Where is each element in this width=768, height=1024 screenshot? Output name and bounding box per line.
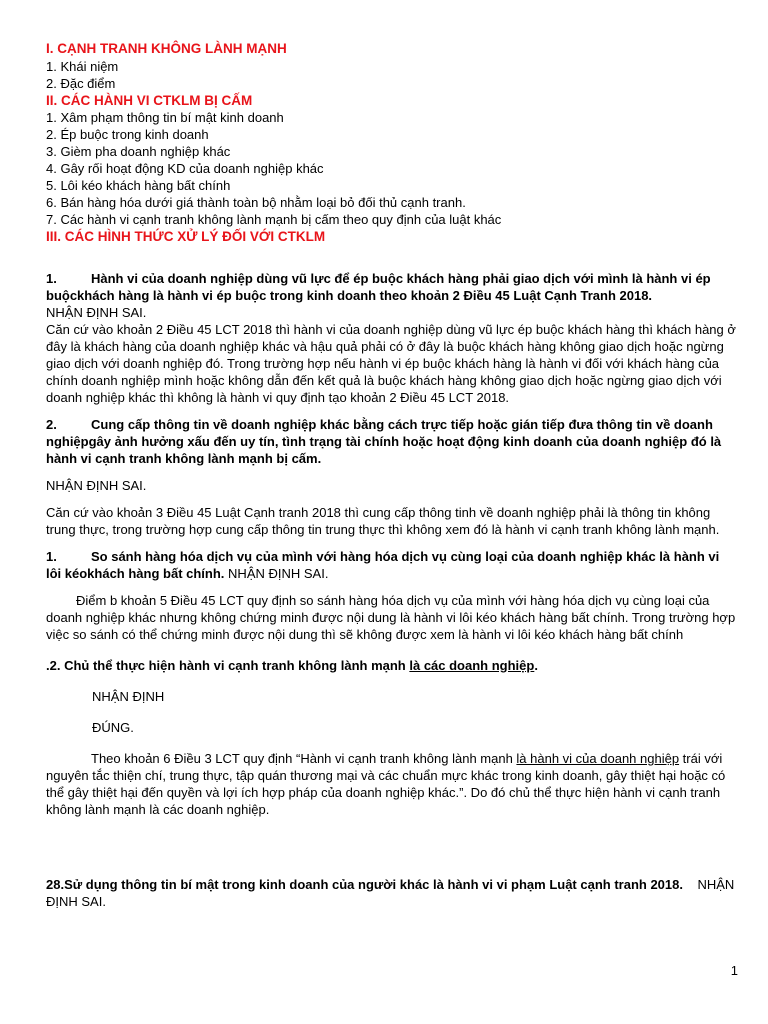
answer-text-underlined: là hành vi của doanh nghiệp: [516, 750, 680, 766]
answer-text: Căn cứ vào khoản 2 Điều 45 LCT 2018 thì hành vi của doanh nghiệp dùng vũ lực ép buộc khách hàng thì khách hàng ở đây là khách hàng của doanh nghiệp khác và hậu quả phải có ở đây là buộc khách hàng không giao dịch hoặc ngừng giao dịch với doanh nghiệp đó. Trong trường hợp nếu hành vi ép buộc khách hàng là hành vi đối với khách hàng của chính doanh nghiệp mình hoặc không dẫn đến kết quả là buộc khách hàng không giao dịch hoặc ngừng giao dịch với doanh nghiệp khác thì không là hành vi quy định tạo khoản 2 Điều 45 LCT 2018.: [46, 321, 736, 405]
verdict: NHẬN ĐỊNH SAI.: [46, 304, 147, 320]
page-number: 1: [730, 963, 738, 978]
question-number: 1.: [46, 270, 57, 286]
question-28: [46, 876, 736, 910]
outline-item: 6. Bán hàng hóa dưới giá thành toàn bộ nhằm loại bỏ đối thủ cạnh tranh.: [46, 195, 466, 210]
heading-section-1: I. CẠNH TRANH KHÔNG LÀNH MẠNH: [46, 41, 287, 56]
outline-item: 7. Các hành vi cạnh tranh không lành mạnh bị cấm theo quy định của luật khác: [46, 212, 502, 227]
verdict: NHẬN ĐỊNH SAI.: [46, 876, 735, 909]
question-2: [46, 416, 736, 467]
question-text: Cung cấp thông tin về doanh nghiệp khác bằng cách trực tiếp hoặc gián tiếp đưa thông tin về doanh nghiệpgây ảnh hưởng xấu đến uy tín, tình trạng tài chính hoặc hoạt động kinh doanh của doanh nghiệp đó là hành vi cạnh tranh không lành mạnh bị cấm.: [46, 416, 722, 466]
question-text: Hành vi của doanh nghiệp dùng vũ lực để ép buộc khách hàng phải giao dịch với mình là hành vi ép buộckhách hàng là hành vi ép buộc trong kinh doanh theo khoản 2 Điều 45 Luật Cạnh Tranh 2018.: [46, 270, 711, 303]
question-1: [46, 270, 736, 304]
verdict: NHẬN ĐỊNH SAI.: [46, 477, 147, 493]
outline-item: 5. Lôi kéo khách hàng bất chính: [46, 178, 231, 193]
question-text: 28.Sử dụng thông tin bí mật trong kinh doanh của người khác là hành vi vi phạm Luật cạnh tranh 2018.: [46, 876, 683, 892]
question-4: .2. Chủ thể thực hiện hành vi cạnh tranh không lành mạnh là các doanh nghiệp.: [46, 657, 538, 673]
heading-section-3: III. CÁC HÌNH THỨC XỬ LÝ ĐỐI VỚI CTKLM: [46, 229, 326, 244]
question-number: 1.: [46, 548, 57, 564]
question-number: .2.: [46, 657, 61, 673]
outline-item: 2. Đặc điểm: [46, 75, 116, 91]
answer-text: Điểm b khoản 5 Điều 45 LCT quy định so sánh hàng hóa dịch vụ của mình với hàng hóa dịch vụ cùng loại của doanh nghiệp khác nhưng không chứng minh được nội dung là hành vi lôi kéo khách hàng bất chính. Trong trường hợp việc so sánh có thể chứng minh được nội dung thì sẽ không được xem là hành vi lôi kéo khách hàng bất chính: [46, 592, 736, 642]
verdict: NHẬN ĐỊNH: [92, 688, 165, 704]
verdict: NHẬN ĐỊNH SAI.: [228, 565, 329, 581]
answer-text: Theo khoản 6 Điều 3 LCT quy định “Hành vi cạnh tranh không lành mạnh là hành vi của doanh nghiệp trái với nguyên tắc thiện chí, trung thực, tập quán thương mại và các chuẩn mực khác trong kinh doanh, gây thiệt hại hoặc có thể gây thiệt hại đến quyền và lợi ích hợp pháp của doanh nghiệp khác.”. Do đó chủ thể thực hiện hành vi cạnh tranh không lành mạnh là các doanh nghiệp.: [46, 750, 726, 817]
outline-item: 2. Ép buộc trong kinh doanh: [46, 127, 209, 142]
outline-item: 1. Khái niệm: [46, 58, 119, 74]
question-number: 2.: [46, 416, 57, 432]
outline-item: 1. Xâm phạm thông tin bí mật kinh doanh: [46, 110, 284, 125]
question-text: Chủ thể thực hiện hành vi cạnh tranh không lành mạnh: [64, 657, 410, 673]
outline-item: 4. Gây rối hoạt động KD của doanh nghiệp khác: [46, 161, 324, 176]
outline-item: 3. Gièm pha doanh nghiệp khác: [46, 144, 231, 159]
document-page: [46, 40, 736, 910]
question-3: [46, 548, 736, 582]
question-text-underlined: là các doanh nghiệp: [409, 657, 535, 673]
answer-text: Căn cứ vào khoản 3 Điều 45 Luật Cạnh tranh 2018 thì cung cấp thông tinh về doanh nghiệp phải là thông tin không trung thực, trong trường hợp cung cấp thông tin trung thực thì không xem đó là hành vi cạnh tranh không lành mạnh.: [46, 504, 720, 537]
question-text: So sánh hàng hóa dịch vụ của mình với hàng hóa dịch vụ cùng loại của doanh nghiệp khác là hành vi lôi kéokhách hàng bất chính.: [46, 548, 720, 581]
heading-section-2: II. CÁC HÀNH VI CTKLM BỊ CẤM: [46, 92, 253, 108]
verdict: ĐÚNG.: [92, 719, 134, 735]
